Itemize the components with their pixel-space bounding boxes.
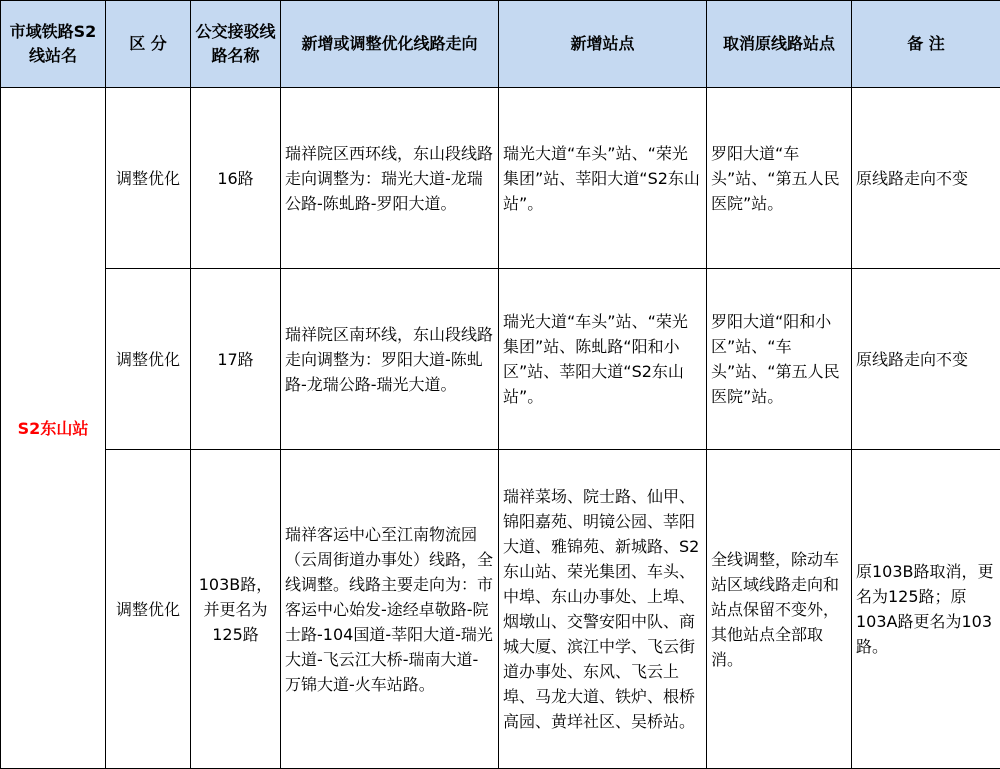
new-stops-cell: 瑞光大道“车头”站、“荣光集团”站、莘阳大道“S2东山站”。 [499, 88, 707, 269]
header-remark: 备 注 [852, 1, 1000, 88]
header-removed-stops: 取消原线路站点 [707, 1, 852, 88]
header-route-direction: 新增或调整优化线路走向 [281, 1, 499, 88]
remark-cell: 原线路走向不变 [852, 269, 1000, 450]
removed-stops-cell: 全线调整，除动车站区域线路走向和站点保留不变外，其他站点全部取消。 [707, 450, 852, 769]
table-row [1, 269, 1000, 450]
header-row [1, 1, 1000, 88]
direction-cell: 瑞祥院区南环线，东山段线路走向调整为：罗阳大道-陈虬路-龙瑞公路-瑞光大道。 [281, 269, 499, 450]
category-cell: 调整优化 [106, 88, 191, 269]
direction-cell: 瑞祥院区西环线，东山段线路走向调整为：瑞光大道-龙瑞公路-陈虬路-罗阳大道。 [281, 88, 499, 269]
remark-cell: 原线路走向不变 [852, 88, 1000, 269]
removed-stops-cell: 罗阳大道“车头”站、“第五人民医院”站。 [707, 88, 852, 269]
route-cell: 16路 [191, 88, 281, 269]
route-cell: 103B路，并更名为125路 [191, 450, 281, 769]
category-cell: 调整优化 [106, 269, 191, 450]
station-name-cell: S2东山站 [1, 88, 106, 769]
table-row [1, 450, 1000, 769]
new-stops-cell: 瑞祥菜场、院士路、仙甲、锦阳嘉苑、明镜公园、莘阳大道、雅锦苑、新城路、S2东山站、荣光集团、车头、中埠、东山办事处、上埠、烟墩山、交警安阳中队、商城大厦、滨江中学、飞云街道办事处、东风、飞云上埠、马龙大道、铁炉、根桥高园、黄垟社区、吴桥站。 [499, 450, 707, 769]
category-cell: 调整优化 [106, 450, 191, 769]
table-row [1, 88, 1000, 269]
header-station-name: 市域铁路S2线站名 [1, 1, 106, 88]
direction-cell: 瑞祥客运中心至江南物流园（云周街道办事处）线路，全线调整。线路主要走向为：市客运中心始发-途经卓敬路-院士路-104国道-莘阳大道-瑞光大道-飞云江大桥-瑞南大道-万锦大道-火车站路。 [281, 450, 499, 769]
removed-stops-cell: 罗阳大道“阳和小区”站、“车头”站、“第五人民医院”站。 [707, 269, 852, 450]
route-cell: 17路 [191, 269, 281, 450]
new-stops-cell: 瑞光大道“车头”站、“荣光集团”站、陈虬路“阳和小区”站、莘阳大道“S2东山站”。 [499, 269, 707, 450]
header-route-name: 公交接驳线路名称 [191, 1, 281, 88]
remark-cell: 原103B路取消，更名为125路；原103A路更名为103路。 [852, 450, 1000, 769]
header-category: 区 分 [106, 1, 191, 88]
header-new-stops: 新增站点 [499, 1, 707, 88]
